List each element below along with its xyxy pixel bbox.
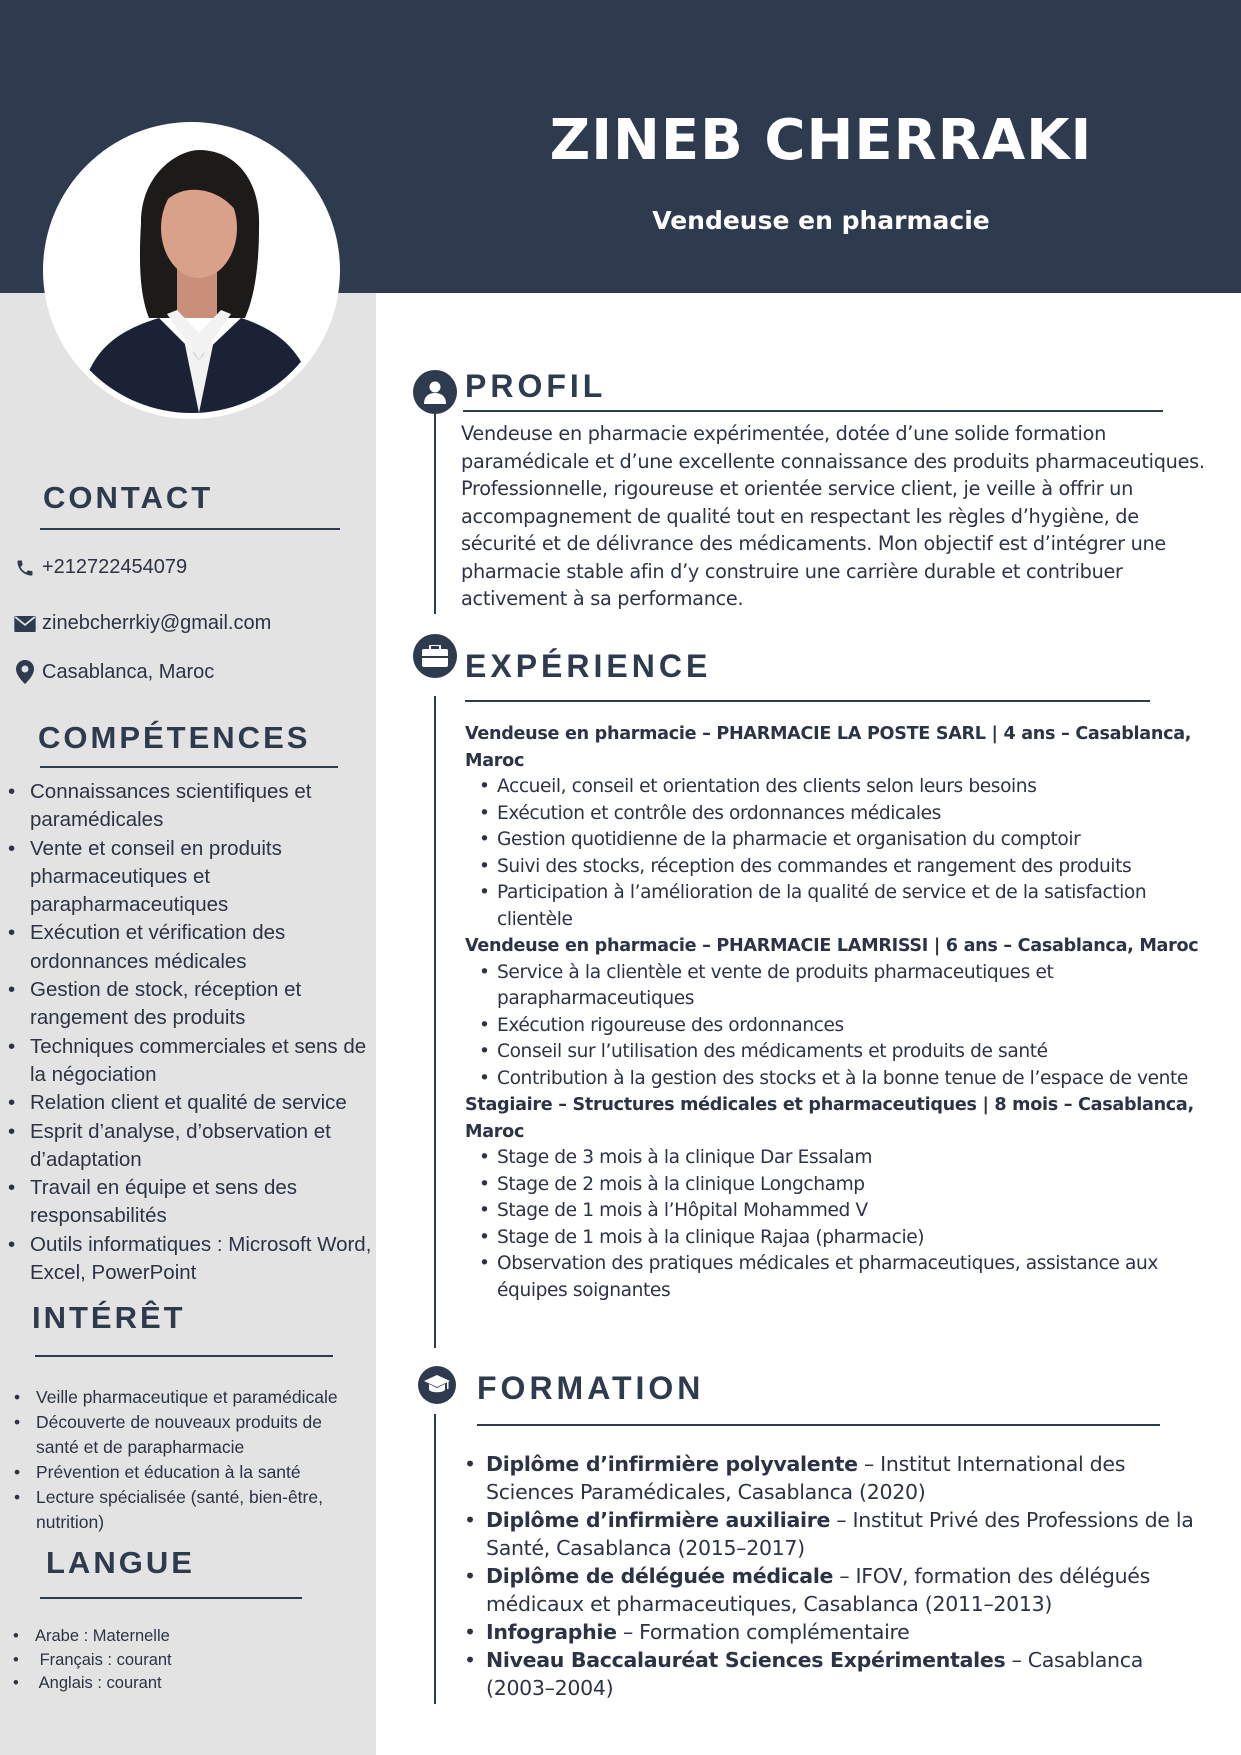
list-item: • Prévention et éducation à la santé	[8, 1460, 353, 1485]
formation-item	[486, 1450, 1216, 1506]
formation-item	[486, 1646, 1216, 1702]
formation-rule	[477, 1424, 1160, 1426]
list-item: • Relation client et qualité de service	[2, 1089, 372, 1117]
list-item: • Outils informatiques : Microsoft Word, Excel, PowerPoint	[2, 1231, 372, 1288]
experience-rule	[465, 700, 1150, 702]
experience-list	[465, 721, 1210, 1304]
graduation-cap-icon	[418, 1366, 456, 1404]
job-title: Vendeuse en pharmacie	[652, 206, 990, 235]
job-1-tasks	[495, 774, 1210, 933]
location-text: Casablanca, Maroc	[42, 660, 215, 683]
diploma-name: Diplôme de déléguée médicale	[486, 1564, 834, 1588]
briefcase-icon	[413, 634, 457, 678]
job-3-tasks	[495, 1145, 1210, 1304]
list-item: • Anglais : courant	[7, 1672, 307, 1696]
map-pin-icon	[12, 660, 38, 684]
diploma-details: – IFOV, formation des délégués médicaux et pharmaceutiques, Casablanca (2011–2013)	[486, 1564, 1151, 1616]
langue-list	[7, 1625, 307, 1696]
contact-location	[12, 660, 214, 684]
formation-heading: FORMATION	[477, 1370, 705, 1406]
contact-phone[interactable]	[12, 556, 187, 579]
list-item: • Stage de 1 mois à l’Hôpital Mohammed V	[495, 1198, 1210, 1225]
list-item: • Connaissances scientifiques et paramédicales	[2, 778, 372, 835]
job-title-2: Vendeuse en pharmacie – PHARMACIE LAMRISSI | 6 ans – Casablanca, Maroc	[465, 936, 1199, 956]
contact-rule	[40, 528, 340, 530]
list-item: • Lecture spécialisée (santé, bien-être, nutrition)	[8, 1485, 353, 1535]
diploma-details: – Institut International des Sciences Paramédicales, Casablanca (2020)	[486, 1452, 1126, 1504]
competences-heading: COMPÉTENCES	[38, 720, 311, 755]
list-item: • Accueil, conseil et orientation des clients selon leurs besoins	[495, 774, 1210, 801]
job-2-tasks	[495, 960, 1210, 1093]
langue-heading: LANGUE	[46, 1545, 195, 1580]
profile-photo	[43, 122, 340, 419]
envelope-icon	[12, 616, 38, 632]
list-item: • Découverte de nouveaux produits de santé et de parapharmacie	[8, 1410, 353, 1460]
interet-rule	[35, 1355, 333, 1357]
diploma-details: – Institut Privé des Professions de la Santé, Casablanca (2015–2017)	[486, 1508, 1194, 1560]
list-item: • Esprit d’analyse, d’observation et d’adaptation	[2, 1118, 372, 1175]
list-item: • Observation des pratiques médicales et pharmaceutiques, assistance aux équipes soignantes	[495, 1251, 1210, 1304]
list-item: • Suivi des stocks, réception des commandes et rangement des produits	[495, 854, 1210, 881]
formation-item	[486, 1618, 1216, 1646]
list-item: • Service à la clientèle et vente de produits pharmaceutiques et parapharmaceutiques	[495, 960, 1210, 1013]
contact-email[interactable]	[12, 612, 271, 635]
list-item: • Gestion de stock, réception et rangement des produits	[2, 976, 372, 1033]
phone-icon	[12, 558, 38, 578]
list-item: • Exécution et vérification des ordonnances médicales	[2, 919, 372, 976]
profil-heading: PROFIL	[465, 368, 607, 404]
list-item: • Arabe : Maternelle	[7, 1625, 307, 1649]
diploma-name: Diplôme d’infirmière auxiliaire	[486, 1508, 831, 1532]
diploma-name: Diplôme d’infirmière polyvalente	[486, 1452, 858, 1476]
person-icon	[413, 370, 457, 414]
list-item: • Vente et conseil en produits pharmaceutiques et parapharmaceutiques	[2, 835, 372, 920]
formation-item	[486, 1506, 1216, 1562]
timeline-line	[434, 1414, 436, 1704]
list-item: • Travail en équipe et sens des responsabilités	[2, 1174, 372, 1231]
list-item: • Techniques commerciales et sens de la négociation	[2, 1033, 372, 1090]
list-item: • Participation à l’amélioration de la qualité de service et de la satisfaction clientèle	[495, 880, 1210, 933]
list-item: • Gestion quotidienne de la pharmacie et organisation du comptoir	[495, 827, 1210, 854]
candidate-name: ZINEB CHERRAKI	[549, 108, 1093, 173]
job-title-3: Stagiaire – Structures médicales et pharmaceutiques | 8 mois – Casablanca, Maroc	[465, 1095, 1194, 1142]
formation-item	[486, 1562, 1216, 1618]
formation-list	[486, 1450, 1216, 1702]
competences-rule	[40, 766, 338, 768]
list-item: • Stage de 2 mois à la clinique Longchamp	[495, 1172, 1210, 1199]
list-item: • Exécution rigoureuse des ordonnances	[495, 1013, 1210, 1040]
portrait-illustration	[49, 128, 334, 413]
phone-number: +212722454079	[42, 556, 188, 578]
list-item: • Conseil sur l’utilisation des médicaments et produits de santé	[495, 1039, 1210, 1066]
list-item: • Français : courant	[7, 1649, 307, 1673]
interet-list	[8, 1385, 353, 1535]
timeline-line	[434, 696, 436, 1348]
competences-list	[2, 778, 372, 1287]
profil-text: Vendeuse en pharmacie expérimentée, dotée d’une solide formation paramédicale et d’une excellente connaissance des produits pharmaceutiques. Professionnelle, rigoureuse et orientée service client, je veille à offrir un accompagnement de qualité tout en respectant les règles d’hygiène, de sécurité et de délivrance des médicaments. Mon objectif est d’intégrer une pharmacie stable afin d’y construire une carrière durable et contribuer activement à sa performance.	[461, 422, 1205, 610]
profil-rule	[463, 410, 1163, 412]
contact-heading: CONTACT	[43, 480, 214, 515]
diploma-details: – Formation complémentaire	[616, 1620, 910, 1644]
langue-rule	[40, 1597, 302, 1599]
diploma-details: – Casablanca (2003–2004)	[486, 1648, 1143, 1700]
list-item: • Veille pharmaceutique et paramédicale	[8, 1385, 353, 1410]
experience-heading: EXPÉRIENCE	[465, 648, 712, 684]
list-item: • Stage de 1 mois à la clinique Rajaa (pharmacie)	[495, 1225, 1210, 1252]
job-title-1: Vendeuse en pharmacie – PHARMACIE LA POSTE SARL | 4 ans – Casablanca, Maroc	[465, 724, 1192, 771]
avatar	[49, 128, 334, 413]
interet-heading: INTÉRÊT	[32, 1300, 186, 1335]
list-item: • Stage de 3 mois à la clinique Dar Essalam	[495, 1145, 1210, 1172]
diploma-name: Niveau Baccalauréat Sciences Expérimentales	[486, 1648, 1006, 1672]
email-address: zinebcherrkiy@gmail.com	[42, 612, 272, 634]
diploma-name: Infographie	[486, 1620, 617, 1644]
list-item: • Contribution à la gestion des stocks et à la bonne tenue de l’espace de vente	[495, 1066, 1210, 1093]
list-item: • Exécution et contrôle des ordonnances médicales	[495, 801, 1210, 828]
timeline-line	[434, 412, 436, 614]
